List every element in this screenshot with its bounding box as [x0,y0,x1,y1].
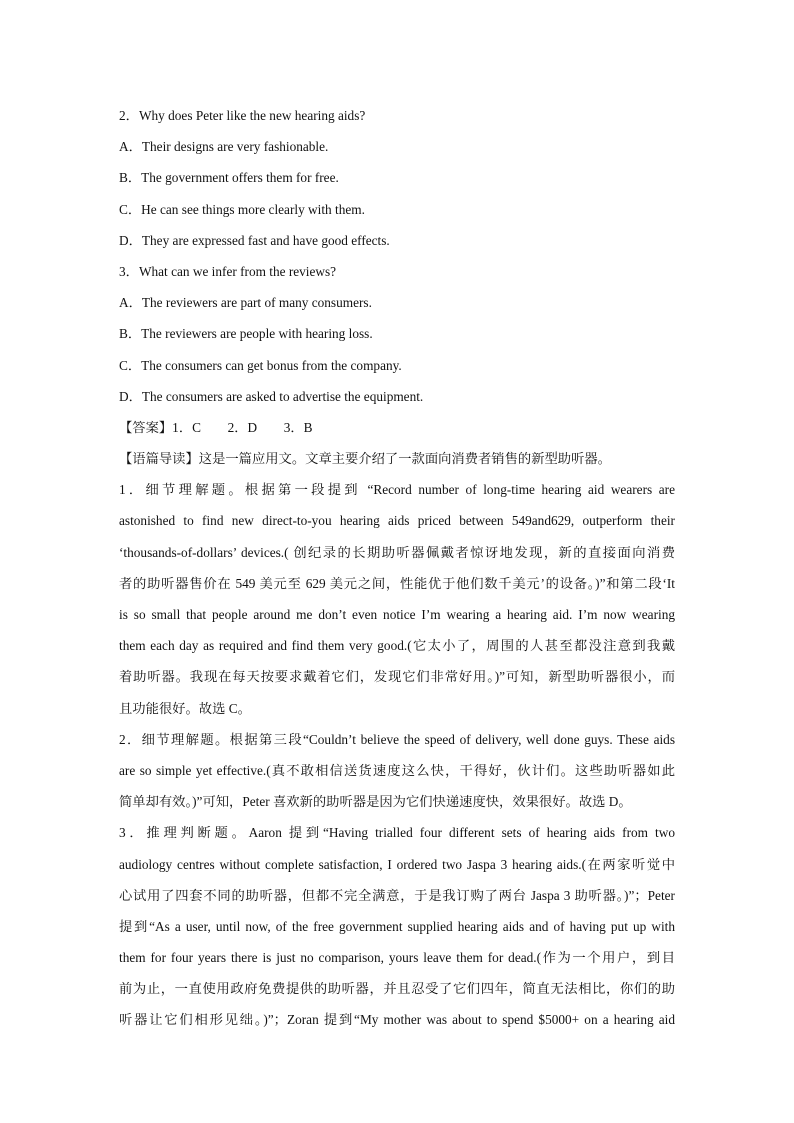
explanation-3-line: 听器让它们相形见绌。)”；Zoran 提到“My mother was about to spend $5000+ on a hearing aid [119,1012,675,1028]
question-2-stem: 2．Why does Peter like the new hearing aids? [119,108,366,123]
explanation-2-line: are so simple yet effective.(真不敢相信送货速度这么快，干得好，伙计们。这些助听器如此 [119,762,675,778]
explanation-1-line: them each day as required and find them very good.(它太小了，周围的人甚至都没注意到我戴 [119,638,675,654]
question-2-option-b: B．The government offers them for free. [119,170,339,186]
explanation-2-line: 简单却有效。)”可知，Peter 喜欢新的助听器是因为它们快递速度快，效果很好。故选 D。 [119,794,632,810]
document-page [119,100,675,1036]
explanation-1-line: astonished to find new direct-to-you hearing aids priced between 549and629, outperform their [119,513,675,529]
explanation-3-line: them for four years there is just no comparison, yours leave them for dead.(作为一个用户，到目 [119,950,675,966]
passage-guide: 【语篇导读】这是一篇应用文。文章主要介绍了一款面向消费者销售的新型助听器。 [119,451,611,467]
question-2-option-d: D．They are expressed fast and have good effects. [119,232,390,248]
question-3-option-b: B．The reviewers are people with hearing loss. [119,326,373,342]
answer-key: 【答案】1．C 2．D 3．B [119,419,313,435]
explanation-3-line: 前为止，一直使用政府免费提供的助听器，并且忍受了它们四年，简直无法相比，你们的助 [119,981,675,997]
explanation-1-line: 1．细节理解题。根据第一段提到 “Record number of long-time hearing aid wearers are [119,482,675,498]
explanation-3-line: 心试用了四套不同的助听器，但都不完全满意，于是我订购了两台 Jaspa 3 助听器。)”；Peter [119,887,675,903]
explanation-1-line: is so small that people around me don’t even notice I’m wearing a hearing aid. I’m now wearing [119,607,675,622]
explanation-1-line: 着助听器。我现在每天按要求戴着它们，发现它们非常好用。)”可知，新型助听器很小，而 [119,669,675,685]
question-2-option-c: C．He can see things more clearly with them. [119,201,365,217]
question-3-stem: 3．What can we infer from the reviews? [119,263,337,279]
explanation-2-line: 2．细节理解题。根据第三段“Couldn’t believe the speed of delivery, well done guys. These aids [119,731,675,747]
explanation-1-line: 且功能很好。故选 C。 [119,700,251,716]
question-3-option-d: D．The consumers are asked to advertise the equipment. [119,388,424,404]
question-3-option-a: A．The reviewers are part of many consumers. [119,295,372,311]
explanation-1-line: ‘thousands-of-dollars’ devices.( 创纪录的长期助听器佩戴者惊讶地发现，新的直接面向消费 [119,544,675,560]
explanation-3-line: audiology centres without complete satisfaction, I ordered two Jaspa 3 hearing aids.(在两家听觉中 [119,856,675,872]
explanation-3-line: 提到“As a user, until now, of the free government supplied hearing aids and of having put up with [119,918,675,934]
question-2-option-a: A．Their designs are very fashionable. [119,139,329,155]
explanation-3-line: 3．推理判断题。Aaron 提到“Having trialled four different sets of hearing aids from two [119,825,675,841]
question-3-option-c: C．The consumers can get bonus from the company. [119,357,402,373]
explanation-1-line: 者的助听器售价在 549 美元至 629 美元之间，性能优于他们数千美元’的设备。)”和第二段‘It [119,575,675,591]
